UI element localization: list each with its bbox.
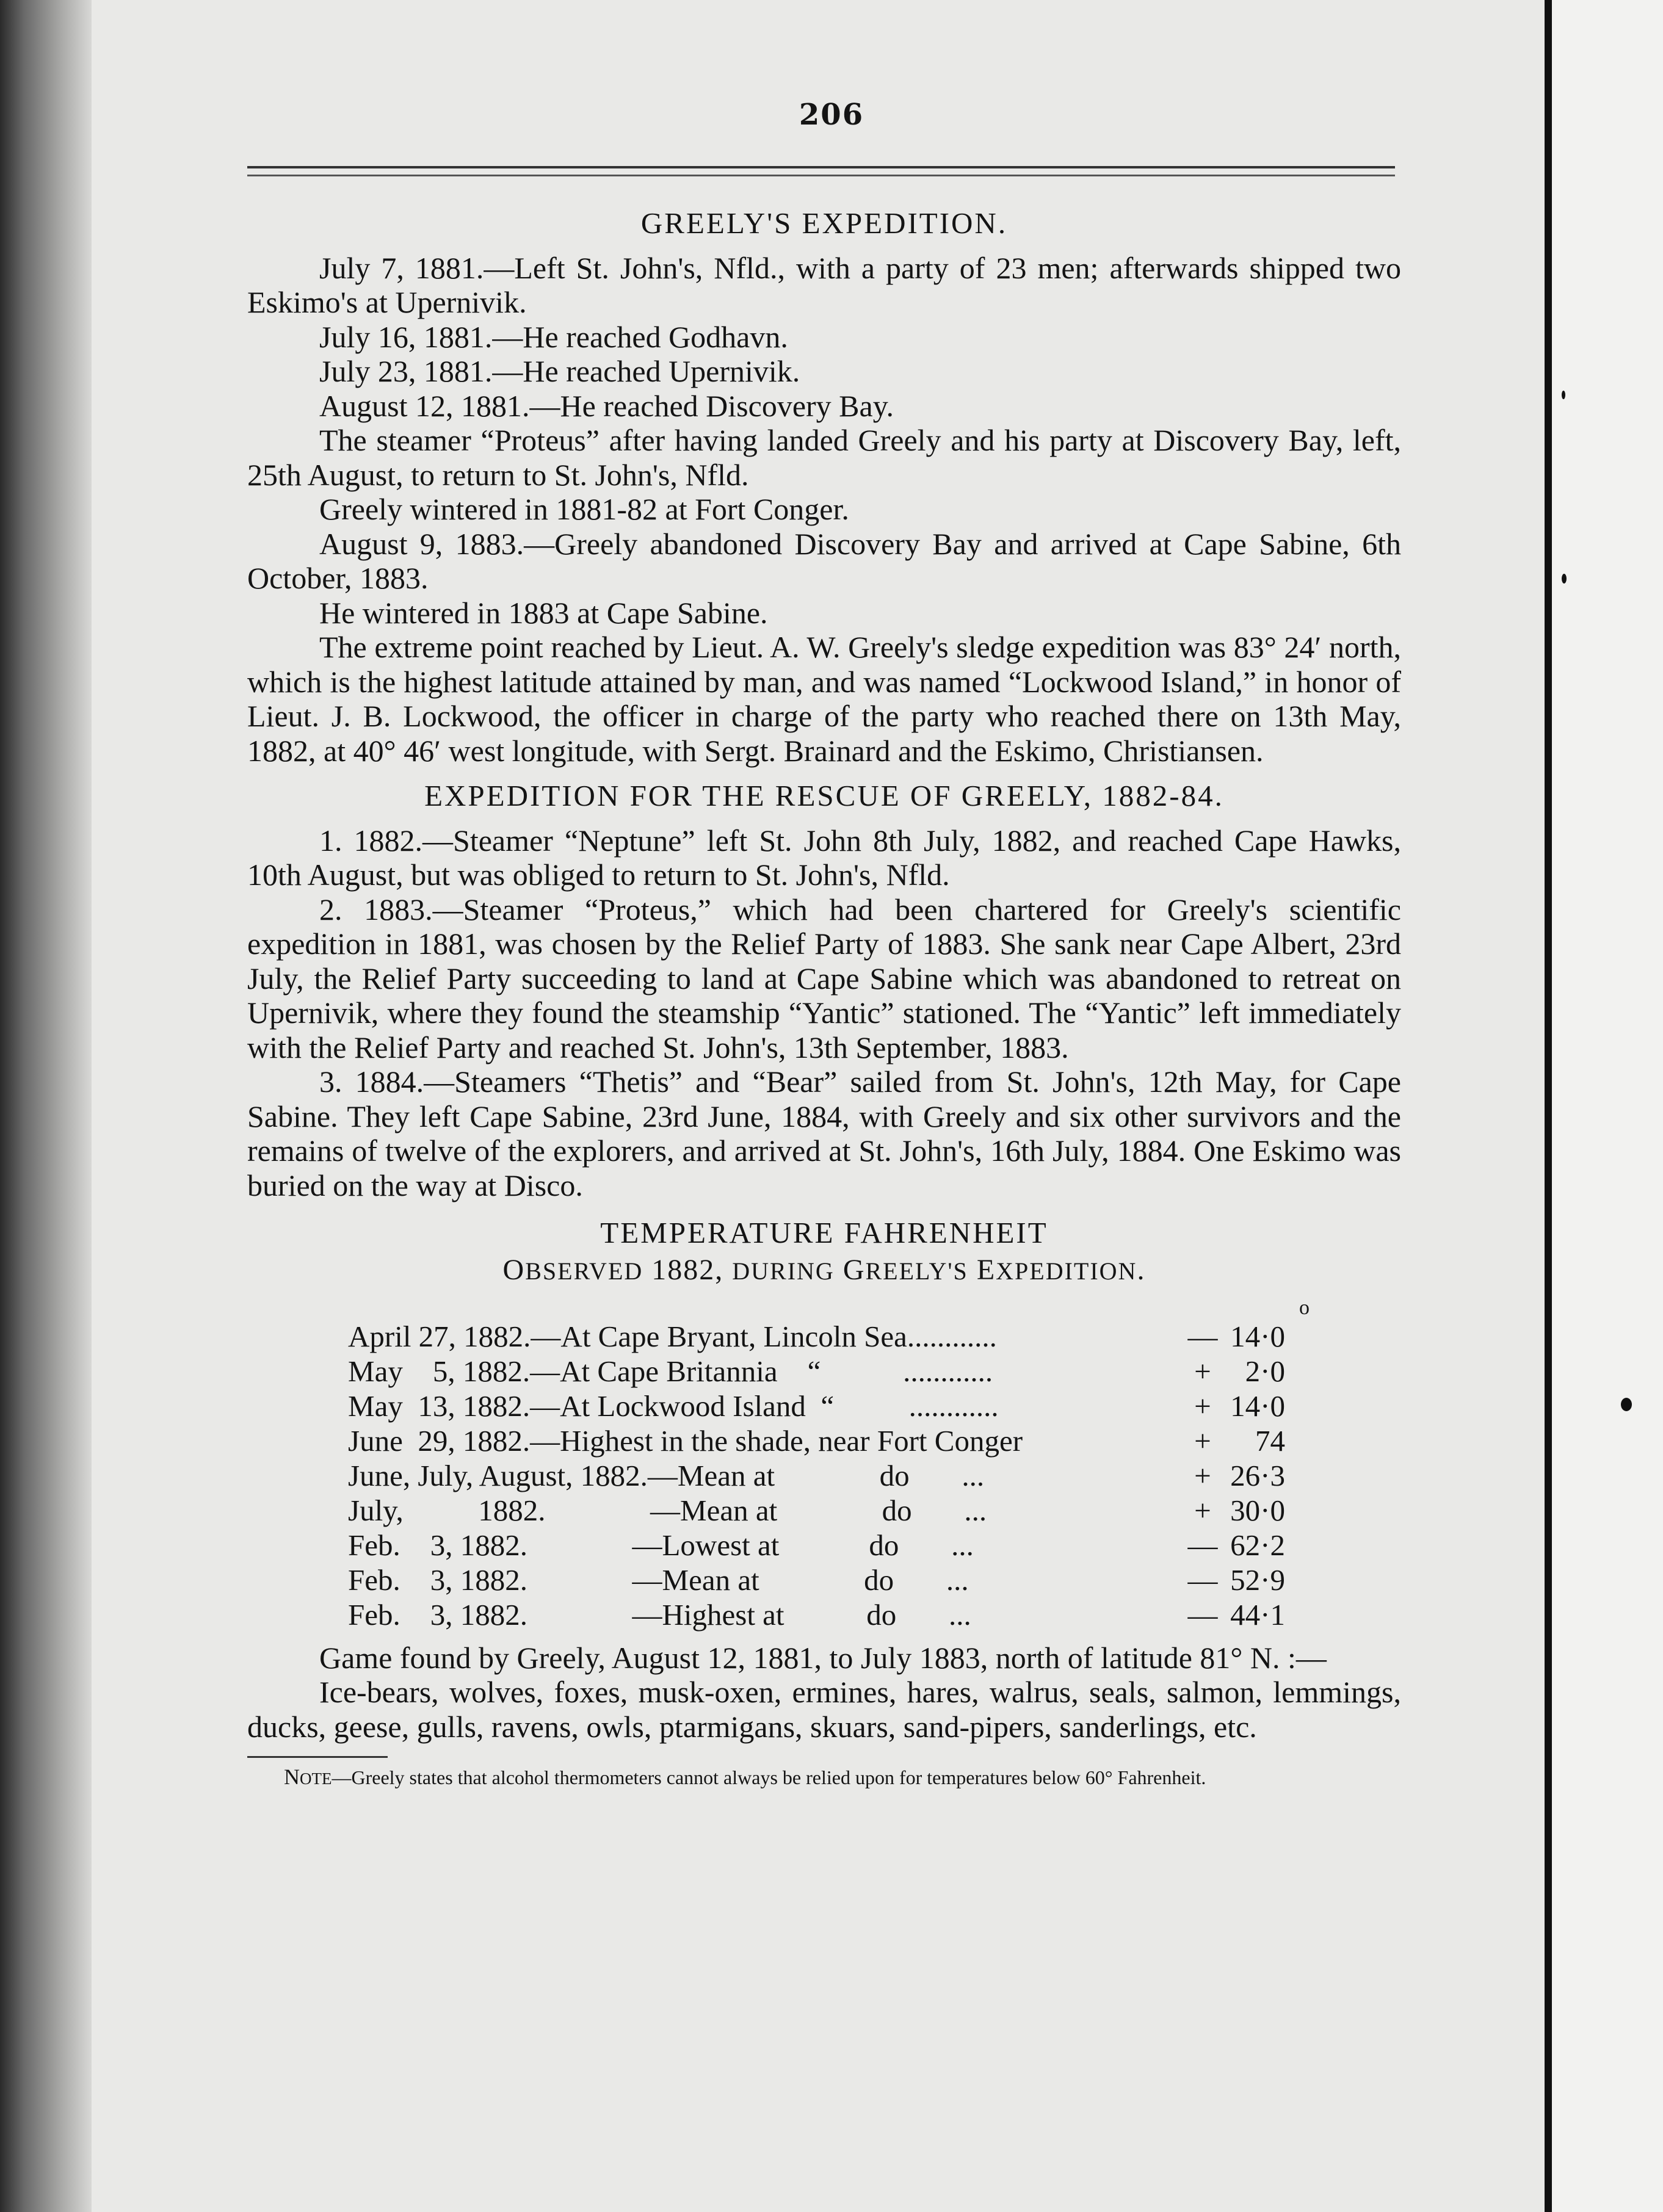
temperature-value: 74: [1255, 1423, 1285, 1458]
temperature-value: 14·0: [1230, 1319, 1285, 1353]
temperature-row: [348, 1458, 1285, 1493]
temperature-row: [348, 1493, 1285, 1528]
temperature-value: 14·0: [1230, 1389, 1285, 1423]
paragraph: 1. 1882.—Steamer “Neptune” left St. John 8th July, 1882, and reached Cape Hawks, 10th August, but was obliged to return to St. John's, Nfld.: [247, 823, 1401, 892]
paragraph: He wintered in 1883 at Cape Sabine.: [319, 595, 768, 630]
paragraph: August 12, 1881.—He reached Discovery Bay.: [319, 388, 894, 423]
temperature-sign: +: [1194, 1389, 1211, 1423]
temperature-value: 26·3: [1230, 1458, 1285, 1492]
page-edge-bar: [1545, 0, 1552, 2212]
game-list: Ice-bears, wolves, foxes, musk-oxen, ermines, hares, walrus, seals, salmon, lemmings, ducks, geese, gulls, ravens, owls, ptarmigans, skuars, sand-pipers, sanderlings, etc.: [247, 1675, 1401, 1744]
temperature-description: April 27, 1882.—At Cape Bryant, Lincoln Sea............: [348, 1319, 997, 1353]
edge-mark: [1562, 391, 1565, 399]
paragraph: July 23, 1881.—He reached Upernivik.: [319, 354, 800, 388]
temperature-description: Feb. 3, 1882. —Highest at do ...: [348, 1597, 971, 1632]
temperature-description: June, July, August, 1882.—Mean at do ...: [348, 1458, 985, 1492]
section-heading-temperature: TEMPERATURE FAHRENHEIT: [600, 1216, 1048, 1249]
temperature-description: May 13, 1882.—At Lockwood Island “ ............: [348, 1389, 999, 1423]
temperature-row: [348, 1354, 1285, 1389]
temperature-description: May 5, 1882.—At Cape Britannia “ ............: [348, 1354, 993, 1388]
footnote: NOTE—Greely states that alcohol thermometers cannot always be relied upon for temperatures below 60° Fahrenheit.: [284, 1765, 1206, 1789]
temperature-value: 2·0: [1245, 1354, 1285, 1388]
temperature-value: 30·0: [1230, 1493, 1285, 1527]
header-rule: [247, 166, 1395, 168]
temperature-subtitle: OBSERVED 1882, DURING GREELY'S EXPEDITION.: [502, 1253, 1146, 1286]
temperature-value: 52·9: [1230, 1563, 1285, 1597]
temperature-row: [348, 1389, 1285, 1423]
temperature-sign: —: [1187, 1319, 1218, 1353]
page-body: [247, 201, 1401, 1790]
temperature-row: [348, 1319, 1285, 1354]
section-heading-rescue: EXPEDITION FOR THE RESCUE OF GREELY, 1882-84.: [424, 779, 1224, 812]
degree-symbol: o: [1299, 1296, 1310, 1319]
paragraph: 2. 1883.—Steamer “Proteus,” which had been chartered for Greely's scientific expedition in 1881, was chosen by the Relief Party of 1883. She sank near Cape Albert, 23rd July, the Relief Party succeeding to land at Cape Sabine which was abandoned to retreat on Upernivik, where they found the steamship “Yantic” stationed. The “Yantic” left immediately with the Relief Party and reached St. John's, 13th September, 1883.: [247, 892, 1401, 1064]
page-number: 206: [799, 98, 864, 132]
temperature-sign: +: [1194, 1458, 1211, 1492]
paragraph: The extreme point reached by Lieut. A. W. Greely's sledge expedition was 83° 24′ north, which is the highest latitude attained by man, and was named “Lockwood Island,” in honor of Lieut. J. B. Lockwood, the officer in charge of the party who reached there on 13th May, 1882, at 40° 46′ west longitude, with Sergt. Brainard and the Eskimo, Christiansen.: [247, 630, 1401, 768]
temperature-sign: —: [1187, 1597, 1218, 1632]
paragraph: July 16, 1881.—He reached Godhavn.: [319, 319, 788, 354]
temperature-row: [348, 1528, 1285, 1563]
edge-mark: [1562, 574, 1567, 584]
temperature-value: 62·2: [1230, 1528, 1285, 1562]
temperature-description: June 29, 1882.—Highest in the shade, near Fort Conger: [348, 1423, 1023, 1458]
header-rule-thin: [247, 175, 1395, 176]
footnote-rule: [247, 1756, 388, 1758]
temperature-row: [348, 1563, 1285, 1597]
temperature-sign: —: [1187, 1528, 1218, 1562]
paragraph: Greely wintered in 1881-82 at Fort Conger.: [319, 492, 849, 526]
temperature-row: [348, 1423, 1285, 1458]
temperature-description: July, 1882. —Mean at do ...: [348, 1493, 987, 1527]
temperature-description: Feb. 3, 1882. —Lowest at do ...: [348, 1528, 974, 1562]
binding-shadow: [0, 0, 92, 2212]
temperature-sign: +: [1194, 1493, 1211, 1527]
temperature-table: [348, 1319, 1285, 1632]
paragraph: 3. 1884.—Steamers “Thetis” and “Bear” sailed from St. John's, 12th May, for Cape Sabine. They left Cape Sabine, 23rd June, 1884, with Greely and six other survivors and the remains of twelve of the explorers, and arrived at St. John's, 16th July, 1884. One Eskimo was buried on the way at Disco.: [247, 1064, 1401, 1202]
paragraph: August 9, 1883.—Greely abandoned Discovery Bay and arrived at Cape Sabine, 6th October, 1883.: [247, 526, 1401, 595]
game-intro: Game found by Greely, August 12, 1881, to July 1883, north of latitude 81° N. :—: [319, 1640, 1327, 1675]
temperature-value: 44·1: [1230, 1597, 1285, 1632]
facing-page-edge: [1545, 0, 1663, 2212]
temperature-sign: —: [1187, 1563, 1218, 1597]
section-heading-greely-expedition: GREELY'S EXPEDITION.: [640, 206, 1008, 240]
temperature-description: Feb. 3, 1882. —Mean at do ...: [348, 1563, 969, 1597]
temperature-row: [348, 1597, 1285, 1632]
temperature-sign: +: [1194, 1423, 1211, 1458]
paragraph: The steamer “Proteus” after having landed Greely and his party at Discovery Bay, left, 25th August, to return to St. John's, Nfld.: [247, 423, 1401, 492]
temperature-sign: +: [1194, 1354, 1211, 1388]
paragraph: July 7, 1881.—Left St. John's, Nfld., with a party of 23 men; afterwards shipped two Eskimo's at Upernivik.: [247, 250, 1401, 319]
edge-mark: [1621, 1398, 1632, 1411]
